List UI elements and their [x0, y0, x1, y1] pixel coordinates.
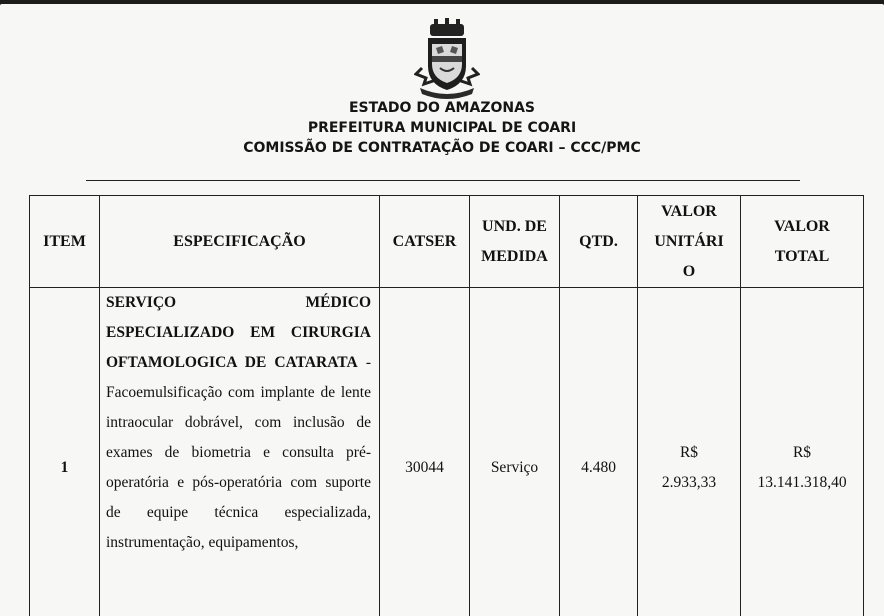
col-header-item: ITEM — [30, 196, 100, 288]
table-row — [30, 288, 864, 616]
coat-of-arms-icon — [414, 18, 480, 100]
spec-text — [100, 288, 379, 558]
col-header-qty: QTD. — [560, 196, 638, 288]
cell-unit: Serviço — [470, 288, 560, 616]
cell-catser: 30044 — [380, 288, 470, 616]
state-title: ESTADO DO AMAZONAS — [348, 100, 536, 116]
cell-total-l2: 13.141.318,40 — [757, 474, 847, 491]
col-header-unit-l1: UND. DE — [482, 217, 547, 235]
cell-unit-value-l2: 2.933,33 — [661, 474, 717, 491]
items-table — [29, 195, 864, 616]
cell-unit-value-l1: R$ — [679, 444, 699, 461]
cell-item: 1 — [30, 288, 100, 616]
spec-description: - Facoemulsificação com implante de lente intraocular dobrável, com inclusão de exames de biometria e consulta pré-operatória e pós-operatória com suporte de equipe técnica especializada, instrumentação, equipamentos, — [106, 354, 371, 551]
table-header-row — [30, 196, 864, 288]
cell-spec — [100, 288, 380, 616]
col-header-unit-value-l3: O — [682, 262, 696, 280]
prefecture-title: PREFEITURA MUNICIPAL DE COARI — [307, 120, 577, 136]
col-header-unit-value-l1: VALOR — [661, 202, 717, 220]
commission-title: COMISSÃO DE CONTRATAÇÃO DE COARI – CCC/PMC — [243, 140, 641, 156]
cell-total-l1: R$ — [792, 444, 812, 461]
header-divider — [86, 180, 800, 181]
col-header-unit-value — [638, 196, 741, 288]
col-header-total — [741, 196, 864, 288]
col-header-total-l2: TOTAL — [774, 247, 830, 265]
cell-qty: 4.480 — [560, 288, 638, 616]
col-header-catser: CATSER — [380, 196, 470, 288]
document-page — [0, 4, 884, 616]
cell-total — [741, 288, 864, 616]
col-header-unit-value-l2: UNITÁRI — [654, 232, 724, 250]
spec-bold-title: SERVIÇO MÉDICO ESPECIALIZADO EM CIRURGIA OFTAMOLOGICA DE CATARATA — [106, 294, 371, 371]
col-header-unit — [470, 196, 560, 288]
col-header-spec: ESPECIFICAÇÃO — [100, 196, 380, 288]
col-header-total-l1: VALOR — [774, 217, 830, 235]
col-header-unit-l2: MEDIDA — [481, 247, 548, 265]
cell-unit-value — [638, 288, 741, 616]
